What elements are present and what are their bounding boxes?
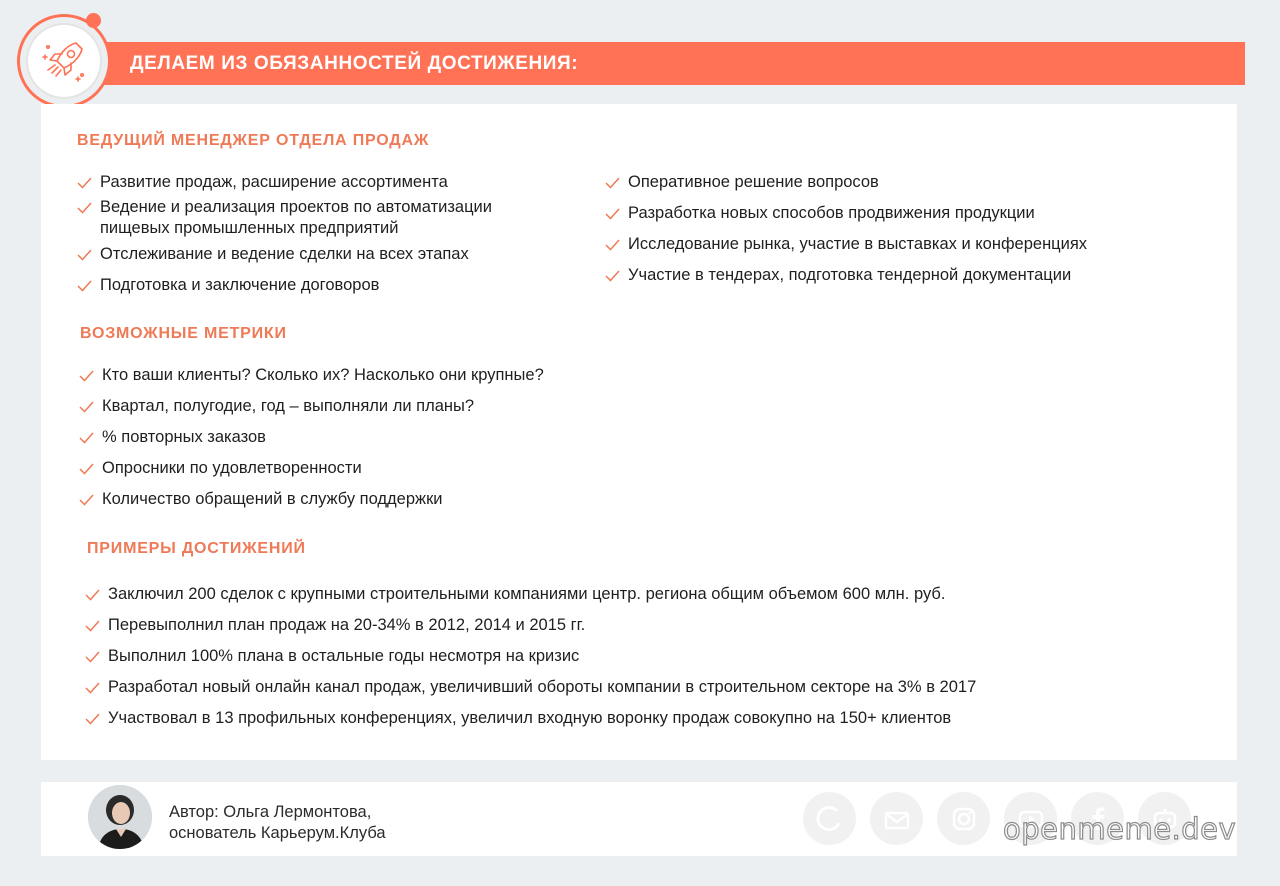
check-icon bbox=[605, 265, 620, 286]
list-item-text: Выполнил 100% плана в остальные годы несмотря на кризис bbox=[108, 647, 580, 665]
list-item-text: Развитие продаж, расширение ассортимента bbox=[100, 173, 448, 191]
list-item-text: Количество обращений в службу поддержки bbox=[102, 490, 443, 508]
list-item bbox=[85, 584, 945, 605]
list-item-text: Исследование рынка, участие в выставках и конференциях bbox=[628, 235, 1088, 253]
list-item bbox=[605, 172, 879, 193]
check-icon bbox=[79, 396, 94, 417]
list-item-text: Заключил 200 сделок с крупными строительными компаниями центр. региона общим объемом 600 млн. руб. bbox=[108, 585, 946, 603]
list-item-text-line: Ведение и реализация проектов по автоматизации bbox=[100, 198, 492, 216]
section-title-achievements: ПРИМЕРЫ ДОСТИЖЕНИЙ bbox=[87, 540, 306, 557]
mail-icon[interactable] bbox=[870, 792, 923, 845]
check-icon bbox=[605, 234, 620, 255]
author-title: основатель Карьерум.Клуба bbox=[169, 824, 386, 842]
check-icon bbox=[77, 244, 92, 265]
author-info bbox=[169, 802, 386, 844]
section-title-duties: ВЕДУЩИЙ МЕНЕДЖЕР ОТДЕЛА ПРОДАЖ bbox=[77, 132, 430, 149]
check-icon bbox=[605, 203, 620, 224]
list-item-text: Перевыполнил план продаж на 20-34% в 2012, 2014 и 2015 гг. bbox=[108, 616, 586, 634]
author-name: Автор: Ольга Лермонтова, bbox=[169, 803, 372, 821]
list-item-text: Квартал, полугодие, год – выполняли ли планы? bbox=[102, 397, 475, 415]
list-item-text: Отслеживание и ведение сделки на всех этапах bbox=[100, 245, 469, 263]
list-item bbox=[79, 365, 544, 386]
section-title-metrics: ВОЗМОЖНЫЕ МЕТРИКИ bbox=[80, 325, 287, 342]
check-icon bbox=[85, 646, 100, 667]
check-icon bbox=[85, 615, 100, 636]
list-item-text: Разработал новый онлайн канал продаж, увеличивший обороты компании в строительном секторе на 3% в 2017 bbox=[108, 678, 977, 696]
check-icon bbox=[85, 708, 100, 729]
list-item-text: Разработка новых способов продвижения продукции bbox=[628, 204, 1035, 222]
check-icon bbox=[79, 427, 94, 448]
check-icon bbox=[77, 275, 92, 296]
check-icon bbox=[85, 677, 100, 698]
content-card bbox=[41, 104, 1237, 760]
check-icon bbox=[79, 365, 94, 386]
list-item-text: Подготовка и заключение договоров bbox=[100, 276, 380, 294]
list-item bbox=[85, 646, 579, 667]
list-item bbox=[79, 458, 362, 479]
list-item-text bbox=[100, 197, 492, 239]
check-icon bbox=[79, 489, 94, 510]
check-icon bbox=[77, 172, 92, 193]
list-item bbox=[77, 172, 448, 193]
page-title: ДЕЛАЕМ ИЗ ОБЯЗАННОСТЕЙ ДОСТИЖЕНИЯ: bbox=[130, 53, 579, 74]
list-item bbox=[605, 234, 1087, 255]
list-item bbox=[77, 244, 469, 265]
instagram-icon[interactable] bbox=[937, 792, 990, 845]
logo-badge bbox=[17, 14, 111, 108]
logo-dot bbox=[86, 13, 101, 28]
list-item bbox=[77, 197, 492, 239]
list-item-text: Участвовал в 13 профильных конференциях, увеличил входную воронку продаж совокупно на 150+ клиентов bbox=[108, 709, 952, 727]
check-icon bbox=[79, 458, 94, 479]
check-icon bbox=[85, 584, 100, 605]
list-item bbox=[77, 275, 379, 296]
list-item-text: % повторных заказов bbox=[102, 428, 266, 446]
list-item bbox=[79, 489, 443, 510]
list-item bbox=[85, 708, 951, 729]
avatar bbox=[88, 785, 152, 849]
circle-logo-icon[interactable] bbox=[803, 792, 856, 845]
list-item bbox=[79, 396, 474, 417]
list-item-text: Опросники по удовлетворенности bbox=[102, 459, 362, 477]
list-item bbox=[605, 203, 1035, 224]
list-item bbox=[605, 265, 1071, 286]
list-item bbox=[79, 427, 266, 448]
list-item bbox=[85, 615, 585, 636]
list-item-text-line: пищевых промышленных предприятий bbox=[100, 219, 399, 237]
list-item-text: Участие в тендерах, подготовка тендерной документации bbox=[628, 266, 1072, 284]
list-item-text: Кто ваши клиенты? Сколько их? Насколько они крупные? bbox=[102, 366, 544, 384]
header-banner bbox=[98, 42, 1245, 85]
rocket-icon bbox=[28, 25, 100, 97]
check-icon bbox=[605, 172, 620, 193]
check-icon bbox=[77, 197, 92, 218]
list-item-text: Оперативное решение вопросов bbox=[628, 173, 879, 191]
list-item bbox=[85, 677, 976, 698]
watermark: openmeme.dev bbox=[1003, 812, 1237, 846]
